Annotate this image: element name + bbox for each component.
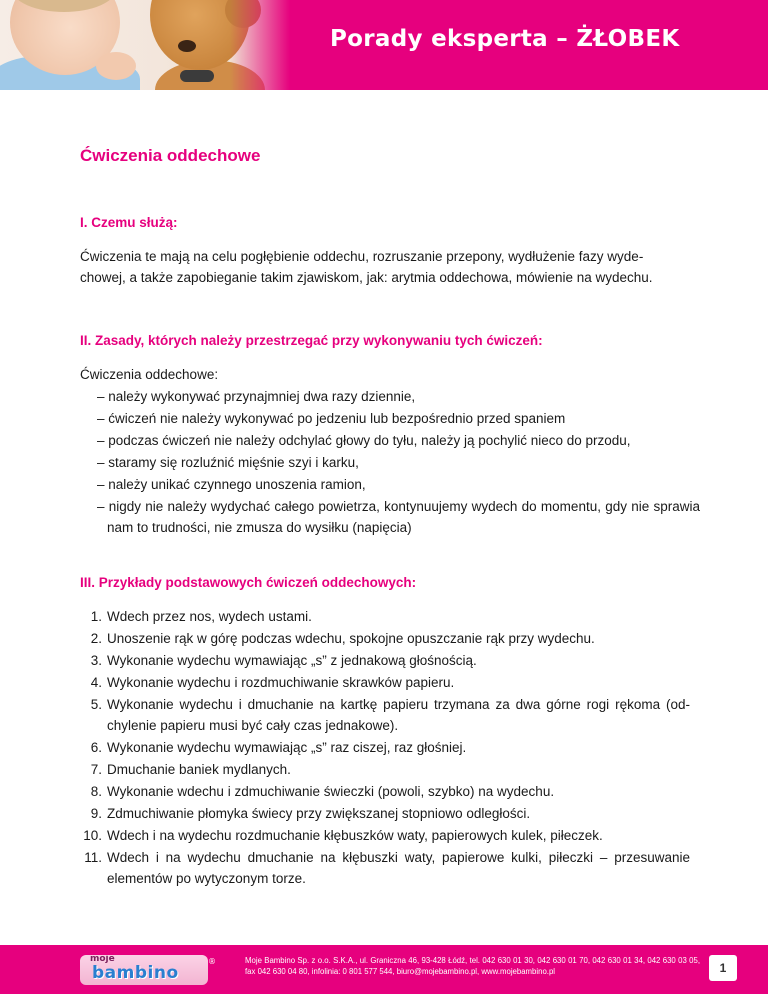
- exercise-text: Unoszenie rąk w górę podczas wdechu, spokojne opuszczanie rąk przy wydechu.: [107, 631, 595, 646]
- exercise-number: 3.: [90, 653, 102, 668]
- exercise-item: [80, 628, 690, 649]
- exercise-item: [80, 825, 690, 846]
- photo-fade: [230, 0, 290, 90]
- exercise-number: 9.: [90, 806, 102, 821]
- exercise-text: Wykonanie wydechu wymawiając „s” z jednakową głośnością.: [107, 653, 477, 668]
- exercise-text: Wykonanie wdechu i zdmuchiwanie świeczki (powoli, szybko) na wydechu.: [107, 784, 555, 799]
- exercise-text: Zdmuchiwanie płomyka świecy przy zwiększanej stopniowo odległości.: [107, 806, 531, 821]
- exercise-text: Wykonanie wydechu i dmuchanie na kartkę papieru trzymana za dwa górne rogi rękoma (od-chylenie papieru musi być cały czas jednakowe).: [107, 697, 690, 733]
- page-number: 1: [709, 955, 737, 981]
- footer-contact-text: Moje Bambino Sp. z o.o. S.K.A., ul. Graniczna 46, 93-428 Łódź, tel. 042 630 01 30, 042 630 01 70, 042 630 01 34, 042 630 03 05, fax 042 630 04 80, infolinia: 0 801 577 544, biuro@mojebambino.pl, www.mojebambino.pl: [245, 956, 700, 976]
- exercise-item: [80, 737, 690, 758]
- logo-text-moje: moje: [90, 955, 115, 964]
- exercise-item: [80, 606, 690, 627]
- exercise-item: [80, 847, 690, 889]
- exercise-text: Wykonanie wydechu wymawiając „s” raz ciszej, raz głośniej.: [107, 740, 467, 755]
- exercise-number: 5.: [90, 697, 102, 712]
- rule-item: – nigdy nie należy wydychać całego powietrza, kontynuujemy wydech do momentu, gdy nie sprawia nam to trudności, nie zmusza do wysiłku (napięcia): [97, 499, 700, 535]
- logo-text-bambino: bambino: [92, 963, 179, 983]
- exercise-item: [80, 694, 690, 736]
- exercise-text: Wdech i na wydechu dmuchanie na kłębuszki waty, papierowe kulki, piłeczki – przesuwanie elementów po wytyczonym torze.: [107, 850, 690, 886]
- exercise-number: 4.: [90, 675, 102, 690]
- section-2-heading: II. Zasady, których należy przestrzegać przy wykonywaniu tych ćwiczeń:: [80, 333, 543, 348]
- baby-hand: [96, 52, 136, 80]
- rule-item: – należy wykonywać przynajmniej dwa razy dziennie,: [97, 389, 416, 404]
- exercise-text: Wdech przez nos, wydech ustami.: [107, 609, 312, 624]
- exercise-number: 6.: [90, 740, 102, 755]
- section-1-line-1: Ćwiczenia te mają na celu pogłębienie oddechu, rozruszanie przepony, wydłużenie fazy wyde-: [80, 249, 644, 264]
- exercise-text: Wdech i na wydechu rozdmuchanie kłębuszków waty, papierowych kulek, piłeczek.: [107, 828, 603, 843]
- registered-mark: ®: [208, 957, 216, 966]
- exercise-text: Dmuchanie baniek mydlanych.: [107, 762, 291, 777]
- rule-item: – staramy się rozluźnić mięśnie szyi i karku,: [97, 455, 359, 470]
- moje-bambino-logo: [80, 955, 208, 985]
- rule-item: – należy unikać czynnego unoszenia ramion,: [97, 477, 366, 492]
- exercise-number: 2.: [90, 631, 102, 646]
- exercise-item: [80, 650, 690, 671]
- exercise-item: [80, 759, 690, 780]
- teddy-bear-nose: [178, 40, 196, 52]
- section-1-heading: I. Czemu służą:: [80, 215, 178, 230]
- exercise-item: [80, 803, 690, 824]
- exercise-item: [80, 672, 690, 693]
- exercise-number: 10.: [83, 828, 102, 843]
- section-2-intro: Ćwiczenia oddechowe:: [80, 367, 219, 382]
- exercise-number: 1.: [90, 609, 102, 624]
- exercise-number: 8.: [90, 784, 102, 799]
- document-title: Ćwiczenia oddechowe: [80, 146, 261, 165]
- section-3-heading: III. Przykłady podstawowych ćwiczeń oddechowych:: [80, 575, 417, 590]
- teddy-bear-bow: [180, 70, 214, 82]
- exercise-text: Wykonanie wydechu i rozdmuchiwanie skrawków papieru.: [107, 675, 455, 690]
- rule-item: – ćwiczeń nie należy wykonywać po jedzeniu lub bezpośrednio przed spaniem: [97, 411, 566, 426]
- exercise-item: [80, 781, 690, 802]
- page-header: [0, 0, 768, 90]
- exercise-number: 11.: [84, 850, 102, 865]
- exercise-number: 7.: [90, 762, 102, 777]
- header-photo-baby-with-teddy-bear: [0, 0, 290, 90]
- section-1-line-2: chowej, a także zapobieganie takim zjawiskom, jak: arytmia oddechowa, mówienie na wydechu.: [80, 270, 653, 285]
- header-title: Porady eksperta – ŻŁOBEK: [330, 26, 680, 52]
- rule-item: – podczas ćwiczeń nie należy odchylać głowy do tyłu, należy ją pochylić nieco do przodu,: [97, 433, 631, 448]
